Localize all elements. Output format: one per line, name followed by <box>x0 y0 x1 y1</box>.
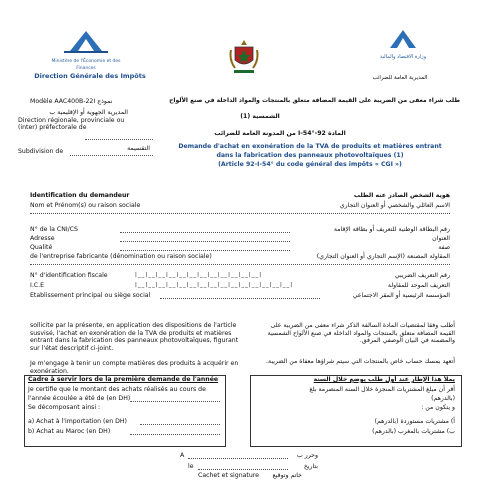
right-logo-caption: المديرية العامة للضرائب <box>372 75 428 81</box>
cadre-ar-l2: (بالدرهم) <box>431 395 455 402</box>
field-address-fr: Adresse <box>30 235 55 242</box>
cadre-fr-l4-input[interactable] <box>140 424 220 425</box>
field-cni-ar: رقم البطاقة الوطنية للتعريف أو بطاقة الإقامة <box>333 226 450 233</box>
body-fr-para1: sollicite par la présente, en application des dispositions de l'article susvisé, l'achat en exonération de la TVA de produits et matières entrant dans la fabrication des panneaux photovoltaïques, figurant sur l'état descriptif ci-joint. <box>30 322 239 352</box>
field-if-input[interactable]: |__|__|__|__|__|__|__|__|__|__|__|__| <box>135 272 263 278</box>
right-logo-subtitle: وزارة الاقتصاد والمالية <box>379 54 427 60</box>
title-fr-3: (Article 92-I-54° du code général des impôts « CGI ») <box>218 161 402 168</box>
left-logo <box>50 25 122 75</box>
identification-heading-ar: هوية الشخص الصادر عنه الطلب <box>353 192 450 199</box>
cadre-fr-l5-input[interactable] <box>130 434 220 435</box>
identification-heading-fr: Identification du demandeur <box>30 192 130 199</box>
cadre-fr-l2: l'année écoulée a été de (en DH) <box>28 395 131 402</box>
cadre-ar-heading: يملأ هذا الإطار عند أول طلب يوضع خلال السنة <box>313 376 455 383</box>
cadre-ar-l1: أقر أن مبلغ المشتريات المنجزة خلال السنة المنصرمة بلغ <box>309 386 455 393</box>
direction-input[interactable] <box>85 139 153 140</box>
sign-at-fr: A <box>180 452 185 459</box>
field-address-input[interactable] <box>120 241 290 242</box>
direction-label <box>18 109 128 132</box>
cadre-fr-l5: b) Achat au Maroc (en DH) <box>28 428 111 435</box>
cadre-ar-l3: و يتكون من : <box>421 404 455 411</box>
cadre-fr-l2-input[interactable] <box>130 401 220 402</box>
field-cni-fr: N° de la CNI/CS <box>30 226 78 233</box>
field-company-fr: de l'entreprise fabricante (dénomination ou raison sociale) <box>30 253 212 260</box>
field-siege-input[interactable] <box>160 298 320 299</box>
cadre-ar-l5: ب) مشتريات بالمغرب (بالدرهم) <box>372 428 455 435</box>
subdivision-ar: التقسيمة <box>127 145 150 152</box>
right-logo <box>368 26 438 76</box>
field-name-input[interactable] <box>30 213 450 214</box>
field-company-ar: المقاولة المصنعة (الإسم التجاري أو العنوان التجاري) <box>316 253 450 260</box>
body-ar-para2: أتعهد بمسك حساب خاص بالمنتجات التي سيتم شراؤها معفاة من الضريبة. <box>266 358 455 365</box>
field-siege-ar: المؤسسة الرئيسية أو المقر الاجتماعي <box>352 292 450 299</box>
field-address-ar: العنوان <box>432 235 450 242</box>
left-logo-subtitle: Direction Générale des Impôts <box>34 72 146 80</box>
field-ice-input[interactable]: |__|__|__|__|__|__|__|__|__|__|__|__|__|__|__| <box>135 282 294 288</box>
title-ar-3: المادة 92-I-54° من المدونة العامة للضرائب <box>214 130 346 137</box>
ministry-logo-right-icon <box>368 26 438 50</box>
subdivision-fr: Subdivision de <box>18 148 64 155</box>
title-fr-1: Demande d'achat en exonération de la TVA de produits et matières entrant <box>178 143 442 150</box>
cadre-ar-l4: أ) مشتريات مستوردة (بالدرهم) <box>374 418 455 425</box>
cadre-fr-l4: a) Achat à l'importation (en DH) <box>28 418 127 425</box>
field-if-ar: رقم التعريف الضريبي <box>394 272 450 279</box>
cadre-fr-l3: Se décomposant ainsi : <box>28 404 101 411</box>
field-ice-ar: التعريف الموحد للمقاولة <box>387 282 450 289</box>
field-name-ar: الاسم العائلي والشخصي أو العنوان التجاري <box>339 202 450 209</box>
sign-at-ar: وحرر ب <box>296 452 318 459</box>
field-siege-fr: Etablissement principal ou siège social <box>30 292 151 299</box>
cadre-fr-l1: Je certifie que le montant des achats réalisés au cours de <box>28 386 206 393</box>
field-quality-input[interactable] <box>120 250 290 251</box>
sign-le-input[interactable] <box>198 469 288 470</box>
title-fr-2: dans la fabrication des panneaux photovoltaïques (1) <box>216 152 404 159</box>
form-model-fr: Modèle AAC400B-22I <box>30 98 96 105</box>
field-company-input[interactable] <box>30 264 450 265</box>
field-quality-ar: صفة <box>438 244 450 251</box>
body-ar-para1: أطلب وفقا لمقتضيات المادة السالفة الذكر شراء معفى من الضريبة على القيمة المضافة متعلق بالمنتجات والمواد الداخلة في صنع الألواح الشمسية والمضمنة في البيان الوصفي المرفق. <box>267 322 455 344</box>
title-ar-1: طلب شراء معفى من الضريبة على القيمة المضافة متعلق بالمنتجات والمواد الداخلة في صنع الألواح <box>169 97 460 104</box>
title-ar-2: الشمسية (1) <box>240 113 280 120</box>
direction-fr: Direction régionale, provinciale ou (inter) préfectorale de <box>18 116 125 131</box>
cadre-fr-heading: Cadre à servir lors de la première demande de l'année <box>28 376 219 383</box>
sign-cachet-ar: خاتم وتوقيع <box>272 472 302 479</box>
sign-le-ar: بتاريخ <box>303 463 318 470</box>
sign-at-input[interactable] <box>188 458 288 459</box>
direction-ar: المديرية الجهوية أو الإقليمية ب <box>49 109 128 116</box>
moroccan-emblem-icon <box>228 38 260 76</box>
ministry-logo-icon <box>50 25 122 55</box>
sign-cachet-fr: Cachet et signature <box>198 472 259 479</box>
field-cni-input[interactable] <box>120 232 290 233</box>
subdivision-input[interactable] <box>70 155 153 156</box>
form-model-ar: نموذج <box>97 98 113 105</box>
field-if-fr: N° d'identification fiscale <box>30 272 108 279</box>
body-fr-para2: Je m'engage à tenir un compte matières des produits à acquérir en exonération. <box>30 360 239 375</box>
field-name-fr: Nom et Prénom(s) ou raison sociale <box>30 202 141 209</box>
left-logo-caption: Ministère de l'Économie et des Finances <box>51 59 121 71</box>
form-model <box>30 98 112 106</box>
sign-le-fr: le <box>188 463 194 470</box>
field-quality-fr: Qualité <box>30 244 53 251</box>
field-ice-fr: I.C.E <box>30 282 44 289</box>
